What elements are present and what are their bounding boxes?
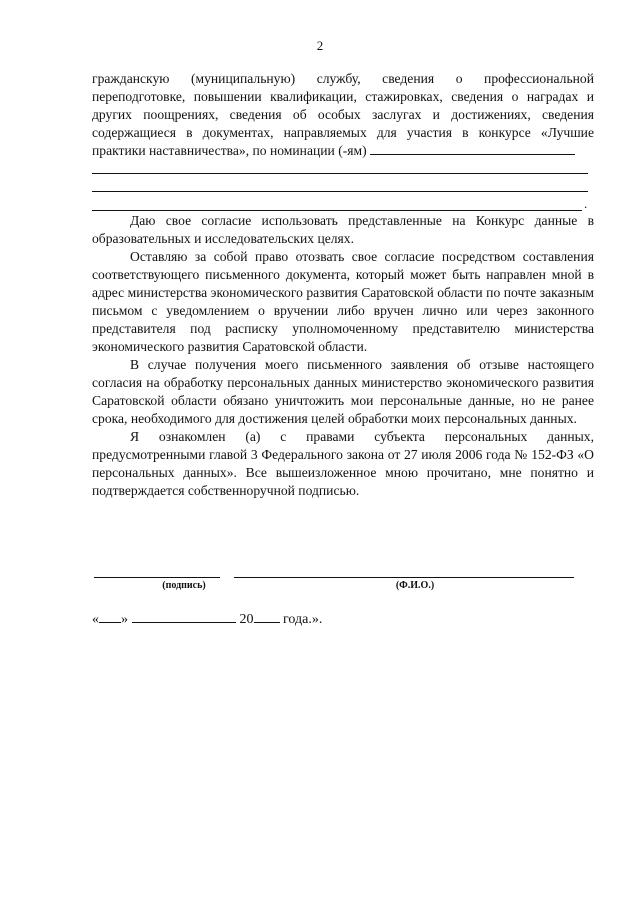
nomination-blank-line-4[interactable] bbox=[92, 210, 582, 211]
paragraph-research-consent: Даю свое согласие использовать представленные на Конкурс данные в образовательных и исследовательских целях. bbox=[92, 213, 594, 246]
nomination-blank-line[interactable] bbox=[370, 142, 575, 155]
paragraph-acknowledgement: Я ознакомлен (а) с правами субъекта персональных данных, предусмотренными главой 3 Федерального закона от 27 июля 2006 года № 152-ФЗ «О персональных данных». Все вышеизложенное мною прочитано, мне понятно и подтверждается собственноручной подписью. bbox=[92, 429, 594, 498]
consent-body bbox=[92, 212, 594, 500]
year-prefix: 20 bbox=[239, 612, 254, 627]
date-suffix: года.». bbox=[283, 612, 323, 627]
full-name-line[interactable] bbox=[234, 577, 574, 578]
intro-text: гражданскую (муниципальную) службу, сведения о профессиональной переподготовке, повышении квалификации, стажировках, сведения о наградах и других поощрениях, сведения об особых заслугах и достижениях, сведения содержащиеся в документах, направляемых для участия в конкурсе «Лучшие практики наставничества», по номинации (-ям) bbox=[92, 71, 594, 158]
year-blank[interactable] bbox=[254, 610, 280, 623]
page-number: 2 bbox=[316, 38, 324, 53]
paragraph-data-destruction: В случае получения моего письменного заявления об отзыве настоящего согласия на обработку персональных данных министерство экономического развития Саратовской области обязано уничтожить мои персональные данные, но не ранее срока, необходимого для достижения целей обработки моих персональных данных. bbox=[92, 357, 594, 426]
date-close-quote: » bbox=[121, 612, 128, 627]
month-blank[interactable] bbox=[132, 610, 236, 623]
date-open-quote: « bbox=[92, 612, 99, 627]
signature-caption: (подпись) bbox=[162, 580, 206, 591]
day-blank[interactable] bbox=[99, 610, 121, 623]
consent-paragraph-intro bbox=[92, 70, 594, 160]
paragraph-revocation-right: Оставляю за собой право отозвать свое согласие посредством составления соответствующего письменного документа, который может быть направлен мной в адрес министерства экономического развития Саратовской области по почте заказным письмом с уведомлением о вручении либо вручен лично или через законного представителя под расписку уполномоченному представителю министерства экономического развития Саратовской области. bbox=[92, 249, 594, 354]
full-name-caption: (Ф.И.О.) bbox=[395, 580, 435, 591]
nomination-blank-line-2[interactable] bbox=[92, 173, 588, 174]
line-end-mark: . bbox=[584, 196, 588, 211]
nomination-blank-line-3[interactable] bbox=[92, 191, 588, 192]
date-line bbox=[92, 610, 322, 629]
signature-line[interactable] bbox=[94, 577, 220, 578]
